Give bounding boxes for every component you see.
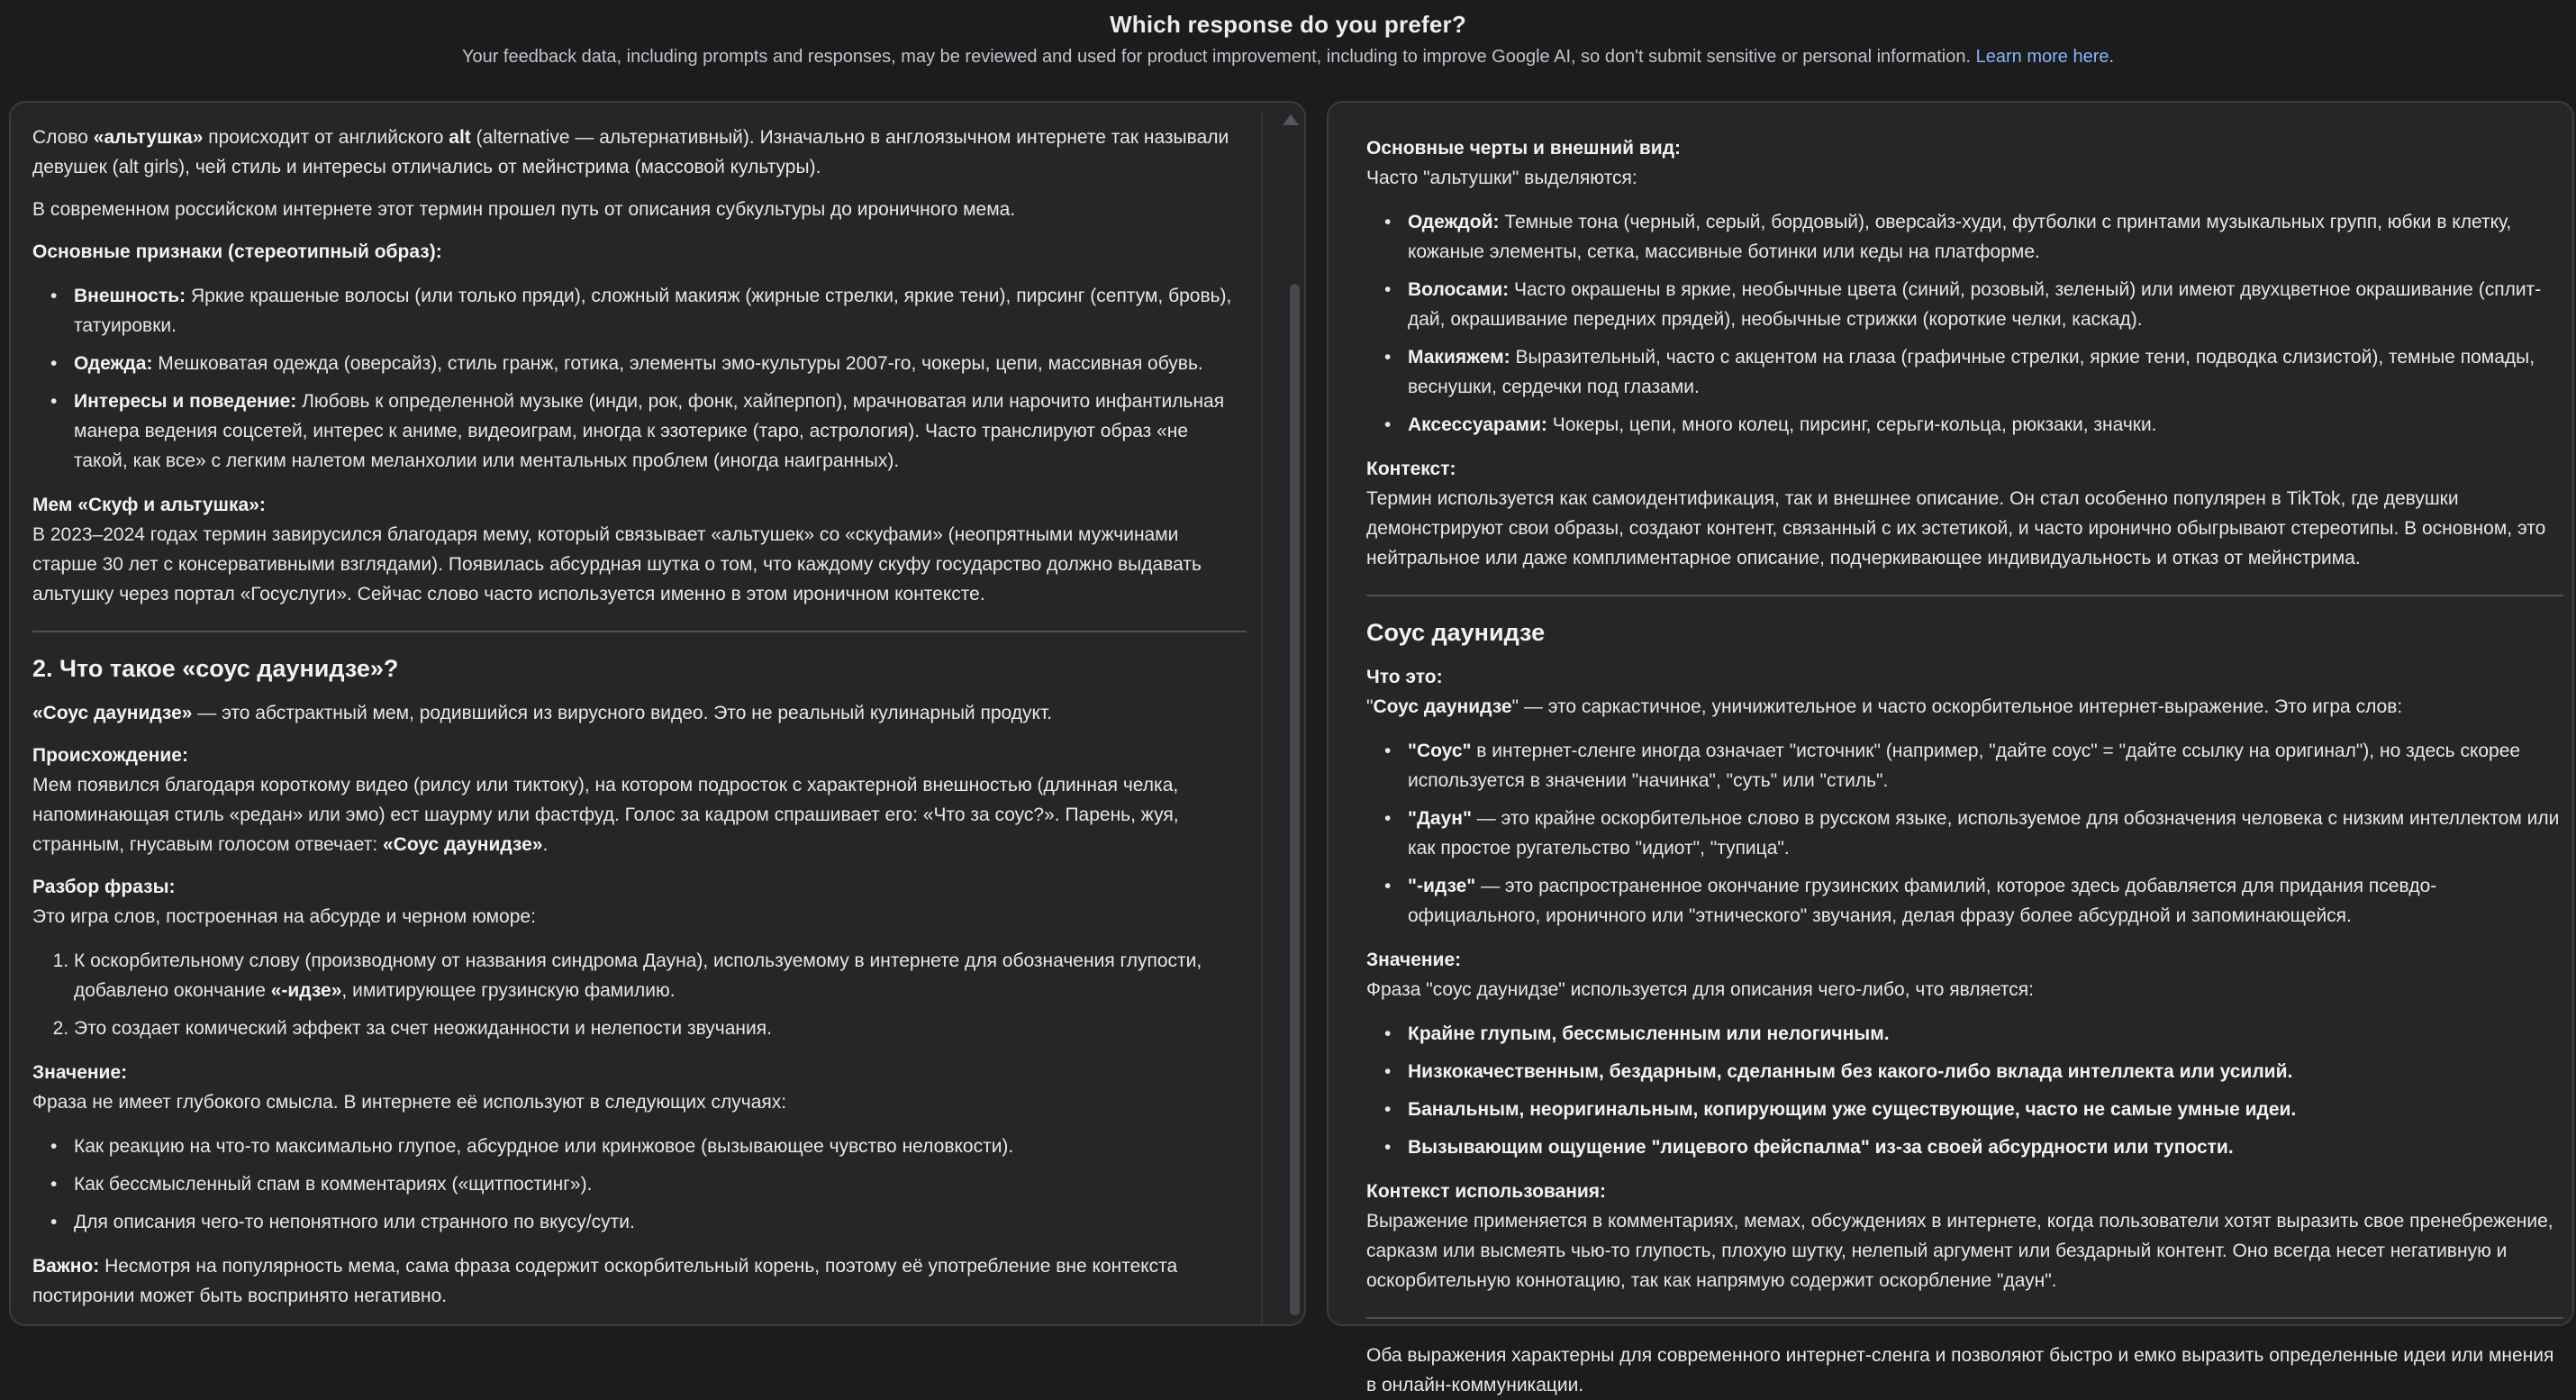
list-item [1408,275,2563,334]
bullet-list [32,281,1247,476]
text-run: . [542,834,549,855]
bold-text: Низкокачественным, бездарным, сделанным без какого-либо вклада интеллекта или усилий. [1408,1061,2293,1082]
section-heading: Соус даунидзе [1366,619,1546,646]
bold-text: Важно: [32,1256,100,1277]
text-run: Для описания чего-то непонятного или странного по вкусу/сути. [74,1212,635,1232]
divider [1366,595,2563,596]
bold-text: alt [449,127,471,148]
labeled-paragraph [32,872,1247,932]
text-run: Мешковатая одежда (оверсайз), стиль гранж, готика, элементы эмо-культуры 2007-го, чокеры, цепи, массивная обувь. [152,353,1203,374]
bold-text: "-идзе" [1408,876,1476,896]
paragraph [32,195,1247,224]
list-item [74,1014,1247,1043]
text-run: Несмотря на популярность мема, сама фраза содержит оскорбительный корень, поэтому её употребление вне контекста постиронии может быть воспринято негативно. [32,1256,1178,1306]
bold-text: «альтушка» [93,127,204,148]
bold-text: Аксессуарами: [1408,414,1547,435]
text-run: Часто окрашены в яркие, необычные цвета (синий, розовый, зеленый) или имеют двухцветное окрашивание (сплит-дай, окрашивание передних прядей), необычные стрижки (короткие челки, каскад). [1408,279,2542,330]
response-content-right [1329,103,2572,1395]
section-heading: 2. Что такое «соус даунидзе»? [32,655,399,682]
bold-text: Основные признаки (стереотипный образ): [32,241,442,262]
text-run: Это создает комический эффект за счет неожиданности и нелепости звучания. [74,1018,772,1039]
scroll-up-arrow[interactable] [1283,114,1299,125]
text-run: Как бессмысленный спам в комментариях («щитпостинг»). [74,1174,593,1195]
paragraph [32,237,1247,267]
response-panel-right [1327,101,2574,1395]
text-run: В современном российском интернете этот термин прошел путь от описания субкультуры до ироничного мема. [32,199,1016,220]
labeled-paragraph [1366,945,2563,1005]
text-run: Любовь к определенной музыке (инди, рок, фонк, хайперпоп), мрачноватая или нарочито инфантильная манера ведения соцсетей, интерес к аниме, видеоиграм, иногда к эзотерике (таро, астрология). Часто транслируют образ «не такой, как все» с легким налетом меланхолии или ментальных проблем (иногда наигранных). [74,391,1225,471]
list-item [74,281,1247,341]
text-run: — это абстрактный мем, родившийся из вирусного видео. Это не реальный кулинарный продукт. [192,703,1053,723]
bold-text: Интересы и поведение: [74,391,297,412]
text-run: — это распространенное окончание грузинских фамилий, которое здесь добавляется для придания псевдо-официального, ироничного или "этнического" звучания, делая фразу более абсурдной и запоминающейся. [1408,876,2437,926]
list-item [1408,871,2563,931]
text-run: Выражение применяется в комментариях, мемах, обсуждениях в интернете, когда пользователи хотят выразить свое пренебрежение, сарказм или высмеять чью-то глупость, плохую шутку, нелепый аргумент или бездарный контент. Оно всегда несет негативную и оскорбительную коннотацию, так как напрямую содержит оскорбление "даун". [1366,1211,2553,1291]
text-run: Яркие крашеные волосы (или только пряди), сложный макияж (жирные стрелки, яркие тени), пирсинг (септум, бровь), татуировки. [74,286,1232,336]
bold-text: "Соус" [1408,741,1472,761]
section-label: Основные черты и внешний вид: [1366,138,1682,159]
paragraph [1366,1341,2563,1400]
list-item [1408,1019,2563,1049]
paragraph [32,1251,1247,1311]
text-run: Термин используется как самоидентификация, так и внешнее описание. Он стал особенно популярен в TikTok, где девушки демонстрируют свои образы, создают контент, связанный с их эстетикой, и часто иронично обыгрывают стереотипы. В основном, это нейтральное или даже комплиментарное описание, подчеркивающее индивидуальность и отказ от мейнстрима. [1366,488,2546,568]
text-run: Чокеры, цепи, много колец, пирсинг, серьги-кольца, рюкзаки, значки. [1547,414,2157,435]
text-run: Часто "альтушки" выделяются: [1366,168,1637,188]
text-run: Оба выражения характерны для современного интернет-сленга и позволяют быстро и емко выразить определенные идеи или мнения в онлайн-коммуникации. [1366,1345,2554,1395]
divider [1366,1317,2563,1319]
bold-text: Соус даунидзе [1373,696,1512,717]
section-label: Разбор фразы: [32,877,176,897]
section-label: Происхождение: [32,745,188,766]
list-item [1408,1057,2563,1086]
bold-text: «Соус даунидзе» [383,834,543,855]
text-run: Слово [32,127,94,148]
text-run: Выразительный, часто с акцентом на глаза (графичные стрелки, яркие тени, подводка слизистой), темные помады, веснушки, сердечки под глазами. [1408,347,2535,397]
labeled-paragraph [1366,133,2563,193]
list-item [74,349,1247,378]
bullet-list [32,1132,1247,1237]
preference-dialog-header [0,0,2576,68]
text-run: , имитирующее грузинскую фамилию. [341,980,676,1001]
disclaimer-period: . [2109,47,2115,67]
list-item [1408,342,2563,402]
list-item [74,1169,1247,1199]
content-divider-line [1261,112,1263,1324]
disclaimer-text: Your feedback data, including prompts and responses, may be reviewed and used for product improvement, including to improve Google AI, so don't submit sensitive or personal information. [461,47,1976,67]
scrollbar-thumb[interactable] [1290,284,1300,1315]
section-label: Значение: [1366,950,1462,970]
text-run: " — это саркастичное, уничижительное и часто оскорбительное интернет-выражение. Это игра слов: [1511,696,2403,717]
list-item [1408,1132,2563,1162]
text-run: Мем появился благодаря короткому видео (рилсу или тиктоку), на котором подросток с характерной внешностью (длинная челка, напоминающая стиль «редан» или эмо) ест шаурму или фастфуд. Голос за кадром спрашивает его: «Что за соус?». Парень, жуя, странным, гнусавым голосом отвечает: [32,775,1179,855]
section-label: Значение: [32,1062,128,1083]
list-item [74,946,1247,1005]
list-item [1408,736,2563,795]
text-run: происходит от английского [203,127,449,148]
section-label: Что это: [1366,667,1443,687]
paragraph [32,123,1247,182]
section-label: Контекст использования: [1366,1181,1607,1202]
text-run: " [1366,696,1374,717]
response-panel-left [9,101,1306,1326]
learn-more-link[interactable]: Learn more here [1975,47,2109,67]
labeled-paragraph [32,1058,1247,1117]
list-item [74,386,1247,476]
text-run: Темные тона (черный, серый, бордовый), оверсайз-худи, футболки с принтами музыкальных групп, юбки в клетку, кожаные элементы, сетка, массивные ботинки или кеды на платформе. [1408,212,2512,262]
bullet-list [1366,207,2563,440]
labeled-paragraph [32,490,1247,609]
labeled-paragraph [1366,1177,2563,1295]
labeled-paragraph [1366,662,2563,722]
bold-text: Одежда: [74,353,153,374]
bold-text: «Соус даунидзе» [32,703,193,723]
bold-text: Вызывающим ощущение "лицевого фейспалма" из-за своей абсурдности или тупости. [1408,1137,2234,1158]
list-item [1408,207,2563,267]
divider [32,631,1247,632]
text-run: (alternative — альтернативный). Изначально в англоязычном интернете так называли девушек (alt girls), чей стиль и интересы отличались от мейнстрима (массовой культуры). [32,127,1229,177]
text-run: — это крайне оскорбительное слово в русском языке, используемое для обозначения человека с низким интеллектом или как простое ругательство "идиот", "тупица". [1408,808,2560,859]
text-run: Фраза "соус даунидзе" используется для описания чего-либо, что является: [1366,979,2034,1000]
response-content-left [11,103,1304,1324]
text-run: Это игра слов, построенная на абсурде и черном юморе: [32,906,536,927]
bold-text: Крайне глупым, бессмысленным или нелогичным. [1408,1023,1890,1044]
list-item [1408,410,2563,440]
bold-text: "Даун" [1408,808,1472,829]
dialog-title: Which response do you prefer? [1110,11,1466,38]
bold-text: Одеждой: [1408,212,1500,232]
text-run: в интернет-сленге иногда означает "источник" (например, "дайте соус" = "дайте ссылку на оригинал"), но здесь скорее используется в значении "начинка", "суть" или "стиль". [1408,741,2521,791]
labeled-paragraph [32,741,1247,859]
paragraph [32,698,1247,728]
numbered-list [32,946,1247,1043]
bullet-list [1366,1019,2563,1162]
list-item [74,1207,1247,1237]
text-run: В 2023–2024 годах термин завирусился благодаря мему, который связывает «альтушек» со «скуфами» (неопрятными мужчинами старше 30 лет с консервативными взглядами). Появилась абсурдная шутка о том, что каждому скуфу государство должно выдавать альтушку через портал «Госуслуги». Сейчас слово часто используется именно в этом ироничном контексте. [32,524,1202,605]
bullet-list [1366,736,2563,931]
dialog-disclaimer [0,47,2576,68]
section-label: Мем «Скуф и альтушка»: [32,495,266,515]
bold-text: Макияжем: [1408,347,1510,368]
list-item [74,1132,1247,1161]
section-label: Контекст: [1366,459,1456,479]
text-run: Фраза не имеет глубокого смысла. В интернете её используют в следующих случаях: [32,1092,787,1113]
list-item [1408,1095,2563,1124]
bold-text: Внешность: [74,286,186,306]
text-run: Как реакцию на что-то максимально глупое, абсурдное или кринжовое (вызывающее чувство неловкости). [74,1136,1014,1157]
bold-text: Банальным, неоригинальным, копирующим уже существующие, часто не самые умные идеи. [1408,1099,2297,1120]
list-item [1408,804,2563,863]
text-run: К оскорбительному слову (производному от названия синдрома Дауна), используемому в интернете для обозначения глупости, добавлено окончание [74,950,1202,1001]
labeled-paragraph [1366,454,2563,573]
bold-text: Волосами: [1408,279,1510,300]
bold-text: «-идзе» [270,980,342,1001]
